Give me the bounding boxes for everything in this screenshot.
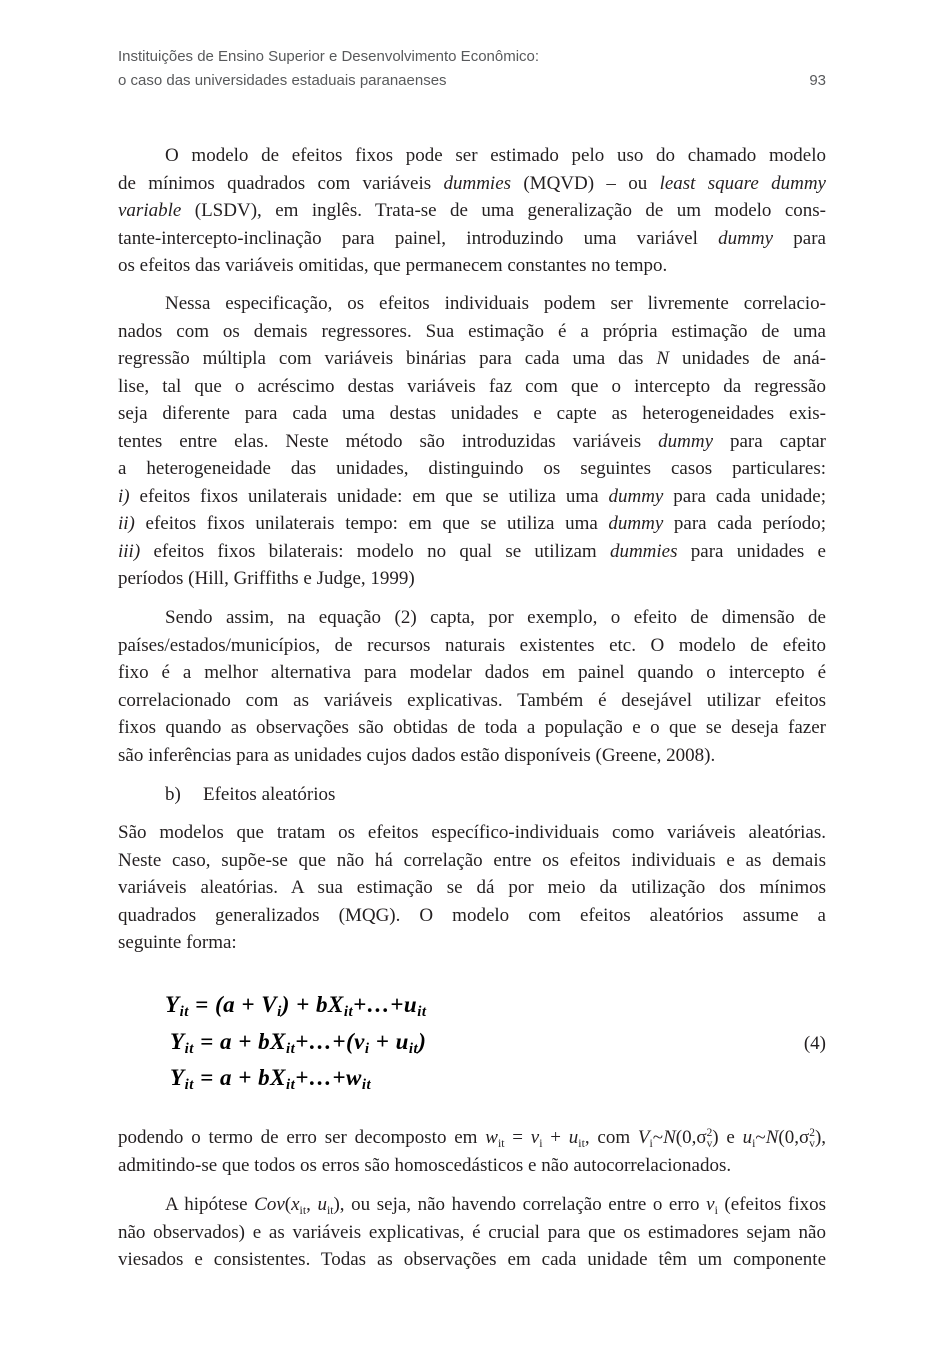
text-run: são inferências para as unidades cujos dados estão disponíveis (Greene, 2008). (118, 744, 716, 766)
text-run: efeitos fixos bilaterais: modelo no qual se utilizam (140, 540, 610, 562)
text-run: fixos quando as observações são obtidas de toda a população e o que se deseja fazer (118, 717, 826, 738)
superscript: 2 (706, 1127, 713, 1140)
italic-text: V (637, 1127, 650, 1148)
text-line (118, 318, 826, 346)
sup-sub-script (707, 1127, 713, 1148)
subscript: it (417, 1004, 427, 1021)
text-run: podendo o termo de erro ser decomposto em (118, 1127, 486, 1148)
text-line (118, 538, 826, 566)
section-heading-title: Efeitos aleatórios (203, 784, 336, 805)
italic-text: dummy (658, 430, 714, 452)
text-line (118, 225, 826, 253)
italic-text: N (663, 1127, 676, 1148)
equation-block (165, 987, 725, 1097)
subscript: it (299, 1203, 307, 1217)
running-header-title-line-1: Instituições de Ensino Superior e Desenvolvimento Econômico: (118, 48, 540, 65)
text-run: para cada unidade; (663, 485, 826, 507)
subscript: it (578, 1136, 585, 1150)
sup-sub-script (809, 1127, 815, 1148)
text-run: nados com os demais regressores. Sua estimação é a própria estimação de uma (118, 320, 826, 342)
section-heading-marker: b) (165, 784, 181, 805)
italic-text: ii) (118, 513, 135, 534)
text-run: seja diferente para cada uma destas unidades e capte as heterogeneidades exis- (118, 403, 826, 424)
paragraph-random-effects-intro (118, 819, 826, 957)
running-header-title-line-2: o caso das universidades estaduais paranaenses (118, 72, 447, 89)
italic-text: iii) (118, 540, 141, 562)
text-run: viesados e consistentes. Todas as observações em cada unidade têm um componente (118, 1249, 826, 1270)
text-run: (MQVD) – ou (511, 172, 660, 194)
italic-text: variable (118, 200, 182, 221)
text-run: O modelo de efeitos fixos pode ser estimado pelo uso do chamado modelo (165, 145, 826, 166)
text-run: , (306, 1194, 318, 1215)
equation-line (165, 1060, 725, 1097)
text-line (118, 1152, 826, 1180)
text-run: não observados) e as variáveis explicativas, é crucial para que os estimadores sejam não (118, 1221, 826, 1243)
text-line (118, 1219, 826, 1247)
subscript: it (361, 1077, 372, 1094)
text-run: Nessa especificação, os efeitos individuais podem ser livremente correlacio- (165, 293, 826, 314)
italic-text: i) (118, 485, 130, 507)
text-run: admitindo-se que todos os erros são homoscedásticos e não autocorrelacionados. (118, 1154, 732, 1176)
subscript: i (277, 1004, 282, 1021)
text-run: Neste caso, supõe-se que não há correlação entre os efeitos individuais e as demais (118, 849, 826, 871)
text-line (118, 847, 826, 875)
text-run: +…+(v (295, 1028, 365, 1054)
italic-text: N (765, 1127, 779, 1148)
text-line (118, 687, 826, 715)
subscript: it (285, 1077, 296, 1094)
text-run: Y (165, 992, 180, 1017)
section-heading (118, 781, 873, 809)
text-line (118, 565, 826, 593)
text-run: = (a + V (188, 992, 278, 1017)
italic-text: dummy (608, 513, 664, 534)
text-run: São modelos que tratam os efeitos específico-individuais como variáveis aleatórias. (118, 822, 826, 843)
subscript: it (408, 1040, 419, 1057)
text-run: ~ (755, 1127, 766, 1148)
text-run: tante-intercepto-inclinação para painel, introduzindo uma variável (118, 227, 719, 249)
text-run: (0,σ (778, 1127, 810, 1148)
superscript: 2 (809, 1127, 815, 1140)
text-line (118, 483, 826, 511)
text-run: A hipótese (165, 1194, 255, 1215)
text-run: ( (284, 1194, 292, 1215)
text-line (118, 902, 826, 930)
text-run: quadrados generalizados (MQG). O modelo com efeitos aleatórios assume a (118, 904, 826, 926)
text-run: para (773, 227, 826, 249)
text-run: ) (418, 1028, 427, 1054)
text-line (118, 170, 826, 198)
text-run: tentes entre elas. Neste método são introduzidas variáveis (118, 430, 659, 452)
subscript: i (714, 1203, 718, 1217)
text-line (118, 428, 826, 456)
text-run: ), ou seja, não havendo correlação entre o erro (333, 1194, 707, 1215)
text-run: , com (584, 1127, 638, 1148)
text-run: para unidades e (677, 540, 826, 562)
text-run: Sendo assim, na equação (2) capta, por exemplo, o efeito de dimensão de (165, 607, 826, 628)
italic-text: u (742, 1127, 753, 1148)
equation-line (165, 987, 725, 1024)
text-run: os efeitos das variáveis omitidas, que permanecem constantes no tempo. (118, 255, 668, 276)
italic-text: w (485, 1127, 498, 1148)
text-run: ) + bX (281, 992, 344, 1017)
text-line (118, 819, 826, 847)
text-run: seguinte forma: (118, 932, 237, 953)
text-run: unidades de aná- (669, 348, 826, 369)
subscript: it (184, 1040, 194, 1057)
text-run: a heterogeneidade das unidades, distinguindo os seguintes casos particulares: (118, 458, 826, 479)
text-run: (efeitos fixos (717, 1194, 826, 1215)
italic-text: x (291, 1194, 300, 1215)
text-line (118, 345, 826, 373)
subscript: i (539, 1136, 543, 1150)
text-line (118, 874, 826, 902)
text-line (118, 373, 826, 401)
equation-number: (4) (803, 1033, 826, 1054)
italic-text: dummy (718, 227, 774, 249)
text-run: variáveis aleatórias. A sua estimação se dá por meio da utilização dos mínimos (118, 877, 826, 898)
subscript: it (343, 1004, 354, 1021)
text-run: períodos (Hill, Griffiths e Judge, 1999) (118, 568, 415, 589)
text-run: +…+w (295, 1065, 362, 1090)
text-line (118, 197, 826, 225)
subscript: i (649, 1136, 653, 1150)
paragraph-fixed-effects-specification (118, 290, 826, 593)
text-line (118, 742, 826, 770)
subscript: v (706, 1137, 713, 1150)
italic-text: u (568, 1127, 579, 1148)
text-line (118, 290, 826, 318)
text-run: países/estados/municípios, de recursos naturais existentes etc. O modelo de efeito (118, 634, 826, 656)
italic-text: u (317, 1194, 327, 1215)
text-run: + (542, 1127, 569, 1148)
subscript: it (497, 1136, 505, 1150)
text-run: efeitos fixos unilaterais tempo: em que se utiliza uma (134, 513, 609, 534)
italic-text: dummies (609, 540, 678, 562)
italic-text: dummies (443, 172, 512, 194)
text-run: (LSDV), em inglês. Trata-se de uma generalização de um modelo cons- (181, 200, 826, 221)
italic-text: least square dummy (659, 172, 826, 194)
subscript: i (364, 1040, 370, 1057)
text-run: fixo é a melhor alternativa para modelar dados em painel quando o intercepto é (118, 662, 826, 683)
text-line (118, 1246, 826, 1274)
text-line (118, 1124, 826, 1152)
equation-line (165, 1024, 725, 1061)
text-run: para cada período; (663, 513, 826, 534)
text-line (118, 142, 826, 170)
text-run: + u (369, 1028, 409, 1054)
paragraph-fixed-effects-lsdv (118, 142, 826, 280)
text-run: Y (170, 1028, 185, 1054)
subscript: it (184, 1077, 194, 1094)
text-run: (0,σ (675, 1127, 707, 1148)
text-run: = a + bX (193, 1028, 286, 1054)
text-run: = (504, 1127, 531, 1148)
subscript: it (179, 1004, 189, 1021)
text-run: lise, tal que o acréscimo destas variáveis faz com que o intercepto da regressão (118, 375, 826, 397)
text-run: ) e (712, 1127, 743, 1148)
text-line (118, 1191, 826, 1219)
text-run: Y (170, 1065, 185, 1090)
text-run: ), (814, 1127, 826, 1148)
paragraph-covariance-hypothesis (118, 1191, 826, 1274)
text-line (118, 455, 826, 483)
subscript: v (809, 1137, 815, 1150)
italic-text: v (530, 1127, 540, 1148)
paragraph-fixed-effects-usage (118, 604, 826, 769)
text-line (118, 632, 826, 660)
text-line (118, 714, 826, 742)
text-run: de mínimos quadrados com variáveis (118, 172, 444, 194)
text-run: para captar (713, 430, 826, 452)
text-run: = a + bX (193, 1065, 286, 1090)
text-run: ~ (652, 1127, 664, 1148)
text-line (118, 510, 826, 538)
subscript: it (326, 1203, 334, 1217)
text-line (118, 604, 826, 632)
text-run: correlacionado com as variáveis explicativas. Também é desejável utilizar efeitos (118, 689, 826, 711)
page-number: 93 (809, 72, 826, 89)
italic-text: dummy (608, 485, 664, 507)
text-line (118, 929, 826, 957)
text-line (118, 659, 826, 687)
text-run: regressão múltipla com variáveis binárias para cada uma das (118, 348, 657, 369)
subscript: it (285, 1040, 296, 1057)
paragraph-error-decomposition (118, 1124, 826, 1179)
subscript: i (752, 1136, 756, 1150)
text-run: +…+u (353, 992, 418, 1017)
italic-text: v (706, 1194, 715, 1215)
italic-text: Cov (254, 1194, 285, 1215)
text-line (118, 400, 826, 428)
text-run: efeitos fixos unilaterais unidade: em que se utiliza uma (129, 485, 609, 507)
text-line (118, 252, 826, 280)
italic-text: N (656, 348, 670, 369)
